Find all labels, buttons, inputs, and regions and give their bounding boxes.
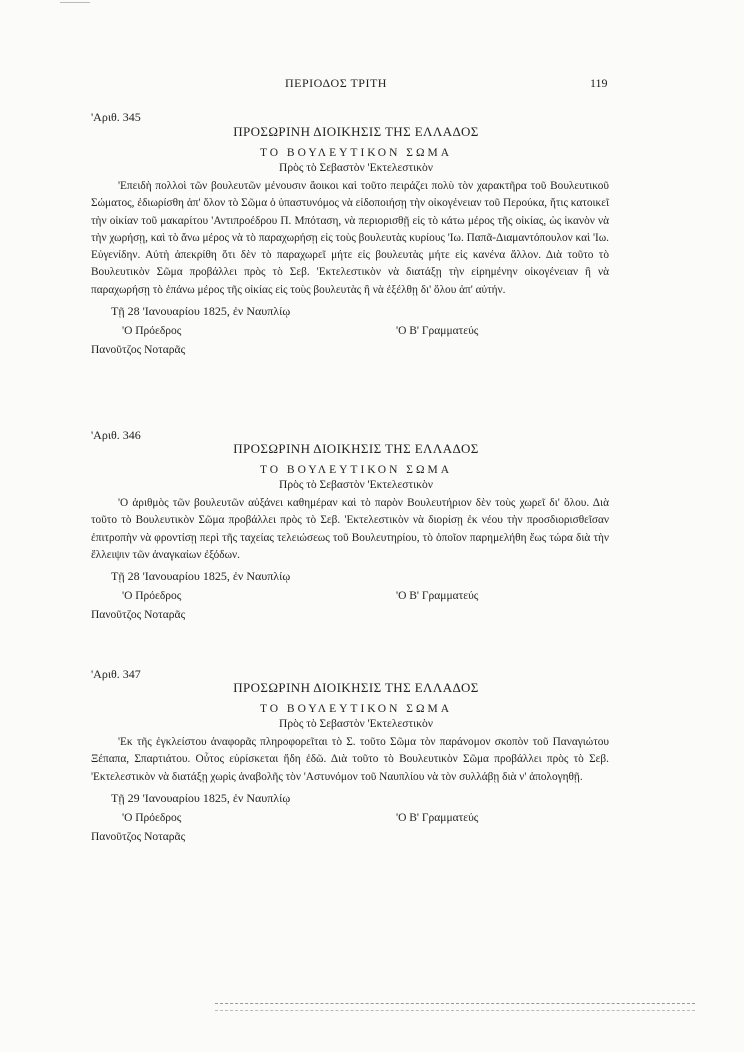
document-heading: ΠΡΟΣΩΡΙΝΗ ΔΙΟΙΚΗΣΙΣ ΤΗΣ ΕΛΛΑΔΟΣ [233, 680, 479, 695]
president-name: Πανοῦτζος Νοταρᾶς [91, 609, 186, 622]
bottom-rule [215, 1003, 695, 1004]
issuing-body: ΤΟ ΒΟΥΛΕΥΤΙΚΟΝ ΣΩΜΑ [259, 703, 453, 715]
bottom-rule-secondary [215, 1010, 695, 1011]
president-label: 'Ο Πρόεδρος [122, 590, 182, 603]
document-number: 'Αριθ. 347 [91, 667, 141, 681]
document-number: 'Αριθ. 346 [91, 428, 141, 442]
document-date: Τῇ 29 'Ιανουαρίου 1825, ἐν Ναυπλίῳ [111, 790, 291, 805]
document-text [91, 734, 609, 786]
document-date: Τῇ 28 'Ιανουαρίου 1825, ἐν Ναυπλίῳ [111, 569, 291, 584]
addressee: Πρὸς τὸ Σεβαστὸν 'Εκτελεστικὸν [279, 479, 433, 491]
president-label: 'Ο Πρόεδρος [122, 811, 182, 824]
document-text [91, 495, 609, 564]
document-heading: ΠΡΟΣΩΡΙΝΗ ΔΙΟΙΚΗΣΙΣ ΤΗΣ ΕΛΛΑΔΟΣ [233, 441, 479, 456]
document-number: 'Αριθ. 345 [91, 110, 141, 124]
page-header [60, 76, 608, 96]
secretary-label: 'Ο Β' Γραμματεύς [396, 325, 479, 338]
addressee: Πρὸς τὸ Σεβαστὸν 'Εκτελεστικὸν [279, 162, 433, 174]
document-paragraph: 'Ο ἀριθμὸς τῶν βουλευτῶν αὐξάνει καθημέραν καὶ τὸ παρὸν Βουλευτήριον δὲν τοὺς χωρεῖ δι' ὅλου. Διὰ τοῦτο τὸ Βουλευτικὸν Σῶμα προβάλλει πρὸς τὸ Σεβ. 'Εκτελεστικὸν νὰ διορίσῃ ἐκ νέου τὴν προσδιορισθεῖσαν ἐπιτροπὴν νὰ φροντίσῃ περὶ τῆς ταχείας τελειώσεως τοῦ Βουλευτηρίου, τὸ ὁποῖον παρημελήθη ἕως τώρα διὰ τὴν ἔλλειψιν τῶν ἀναγκαίων ἐξόδων. [91, 497, 609, 561]
signatures [91, 590, 609, 630]
issuing-body: ΤΟ ΒΟΥΛΕΥΤΙΚΟΝ ΣΩΜΑ [259, 464, 453, 476]
secretary-label: 'Ο Β' Γραμματεύς [396, 811, 479, 824]
president-name: Πανοῦτζος Νοταρᾶς [91, 830, 186, 843]
running-title: ΠΕΡΙΟΔΟΣ ΤΡΙΤΗ [285, 76, 387, 90]
top-rule [60, 2, 90, 3]
document-heading: ΠΡΟΣΩΡΙΝΗ ΔΙΟΙΚΗΣΙΣ ΤΗΣ ΕΛΛΑΔΟΣ [233, 124, 479, 139]
document-date: Τῇ 28 'Ιανουαρίου 1825, ἐν Ναυπλίῳ [111, 304, 291, 319]
signatures [91, 325, 609, 365]
document-347 [91, 667, 609, 852]
issuing-body: ΤΟ ΒΟΥΛΕΥΤΙΚΟΝ ΣΩΜΑ [259, 147, 453, 159]
president-label: 'Ο Πρόεδρος [122, 325, 182, 338]
document-paragraph: 'Εκ τῆς ἐγκλείστου ἀναφορᾶς πληροφορεῖται τὸ Σ. τοῦτο Σῶμα τὸν παράνομον σκοπὸν τοῦ Παναγιώτου Ξέπαπα, Σπαρτιάτου. Οὗτος εὑρίσκεται ἤδη ἐδῶ. Διὰ τοῦτο τὸ Βουλευτικὸν Σῶμα προβάλλει πρὸς τὸ Σεβ. 'Εκτελεστικὸν νὰ διατάξῃ χωρὶς ἀναβολῆς τὸν 'Αστυνόμον τοῦ Ναυπλίου νὰ τὸν συλλάβῃ διὰ ν' ἀπολογηθῇ. [91, 736, 609, 783]
document-text [91, 178, 609, 299]
signatures [91, 812, 609, 852]
document-346 [91, 428, 609, 630]
document-345 [91, 110, 609, 365]
president-name: Πανοῦτζος Νοταρᾶς [91, 344, 186, 357]
document-paragraph: 'Επειδὴ πολλοὶ τῶν βουλευτῶν μένουσιν ἄοικοι καὶ τοῦτο πειράζει πολὺ τὸν χαρακτῆρα τοῦ Βουλευτικοῦ Σώματος, ἐδιωρίσθη ἀπ' ὅλον τὸ Σῶμα ὁ ὑπαστυνόμος νὰ εἰδοποιήσῃ τὴν οἰκογένειαν τοῦ Περούκα, ἥτις κατοικεῖ τὴν οἰκίαν τοῦ μακαρίτου 'Αντιπροέδρου Π. Μπόταση, νὰ περιορισθῇ εἰς τὸ κάτω μέρος τῆς οἰκίας, ὡς ἱκανὸν νὰ τὴν χωρήσῃ, καὶ τὸ ἄνω μέρος νὰ τὸ παραχωρήσῃ εἰς τοὺς βουλευτὰς κυρίους 'Ιω. Παπᾶ-Διαμαντόπουλον καὶ 'Ιω. Εὐγενίδην. Αὐτὴ ἀπεκρίθη ὅτι δὲν τὸ παραχωρεῖ μήτε εἰς βουλευτὰς μήτε εἰς κανένα ἄλλον. Διὰ τοῦτο τὸ Βουλευτικὸν Σῶμα προβάλλει πρὸς τὸ Σεβ. 'Εκτελεστικὸν νὰ διατάξῃ τὴν εἰρημένην οἰκογένειαν ἢ νὰ παραχωρήσῃ τὸ ἐπάνω μέρος τῆς οἰκίας εἰς τοὺς βουλευτὰς ἢ νὰ ἐξέλθῃ δι' ὅλου ἀπ' αὐτήν. [91, 180, 609, 296]
secretary-label: 'Ο Β' Γραμματεύς [396, 590, 479, 603]
addressee: Πρὸς τὸ Σεβαστὸν 'Εκτελεστικὸν [279, 718, 433, 730]
page-number: 119 [590, 76, 608, 90]
